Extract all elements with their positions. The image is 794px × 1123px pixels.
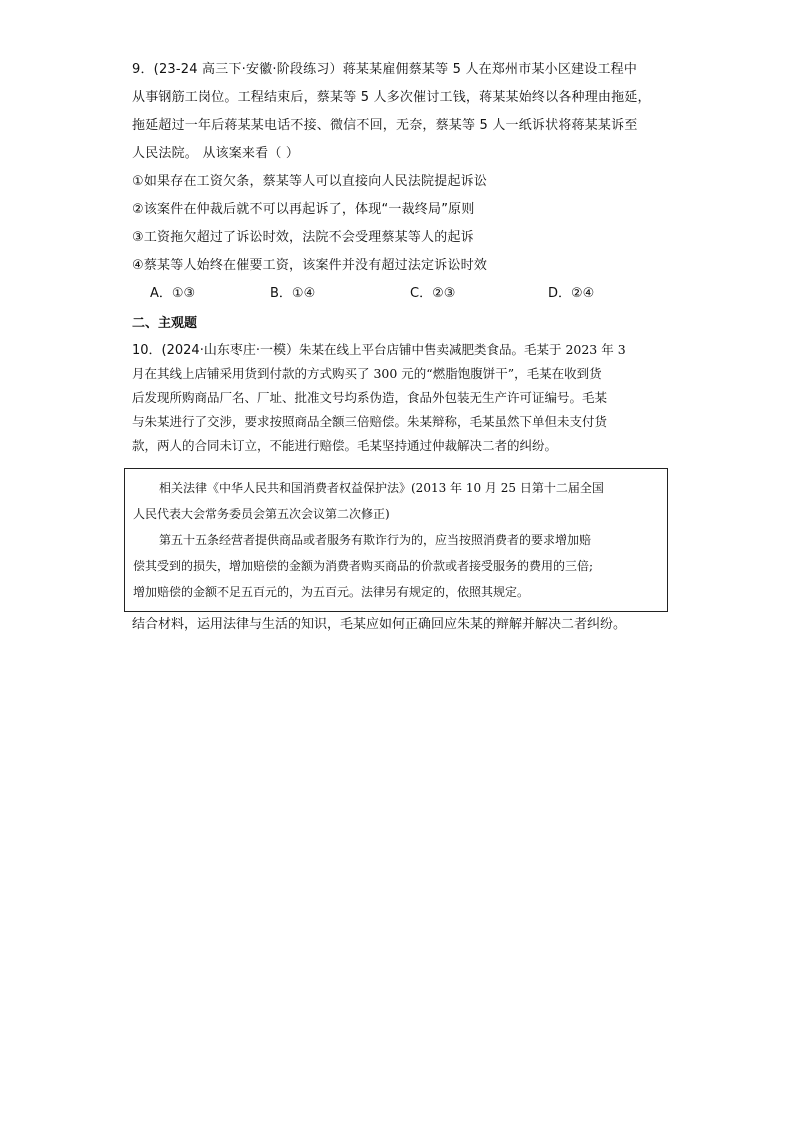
answer-options — [132, 280, 670, 308]
question-10-line-1-text: 朱某在线上平台店铺中售卖减肥类食品。毛某于 2023 年 3 — [298, 342, 626, 357]
law-line-3: 第五十五条经营者提供商品或者服务有欺诈行为的，应当按照消费者的要求增加赔 — [159, 533, 592, 547]
law-line-4: 偿其受到的损失，增加赔偿的金额为消费者购买商品的价款或者接受服务的费用的三倍; — [133, 559, 594, 573]
statement-4: ④蔡某等人始终在催要工资，该案件并没有超过法定诉讼时效 — [132, 258, 488, 273]
question-10-prompt: 结合材料，运用法律与生活的知识，毛某应如何正确回应朱某的辩解并解决二者纠纷。 — [132, 617, 627, 632]
statement-1: ①如果存在工资欠条，蔡某等人可以直接向人民法院提起诉讼 — [132, 174, 488, 189]
option-d: D．②④ — [548, 286, 595, 301]
question-10-line-2: 月在其线上店铺采用货到付款的方式购买了 300 元的“燃脂饱腹饼干”，毛某在收到货 — [132, 366, 602, 381]
question-10-line-4: 与朱某进行了交涉，要求按照商品全额三倍赔偿。朱某辩称，毛某虽然下单但未支付货 — [132, 414, 608, 429]
question-9-line-3: 拖延超过一年后蒋某某电话不接、微信不回，无奈，蔡某等 5 人一纸诉状将蒋某某诉至 — [132, 118, 638, 133]
statement-3: ③工资拖欠超过了诉讼时效，法院不会受理蔡某等人的起诉 — [132, 230, 474, 245]
law-line-1: 相关法律《中华人民共和国消费者权益保护法》(2013 年 10 月 25 日第十二届全国 — [159, 481, 604, 495]
option-b: B．①④ — [270, 286, 316, 301]
law-line-5: 增加赔偿的金额不足五百元的，为五百元。法律另有规定的，依照其规定。 — [133, 585, 530, 599]
option-c: C．②③ — [410, 286, 456, 301]
question-10 — [132, 338, 670, 638]
question-9 — [132, 56, 670, 308]
statement-2: ②该案件在仲裁后就不可以再起诉了，体现“一裁终局”原则 — [132, 202, 475, 217]
question-10-line-5: 款，两人的合同未订立，不能进行赔偿。毛某坚持通过仲裁解决二者的纠纷。 — [132, 438, 558, 453]
law-line-2: 人民代表大会常务委员会第五次会议第二次修正) — [133, 507, 390, 521]
question-10-source: 10．(2024·山东枣庄·一模） — [132, 343, 299, 358]
question-9-line-1: 9．(23-24 高三下·安徽·阶段练习）蒋某某雇佣蔡某等 5 人在郑州市某小区建设工程中 — [132, 62, 638, 77]
question-10-line-1 — [132, 338, 670, 362]
option-a: A．①③ — [150, 286, 196, 301]
question-9-line-4: 人民法院。 从该案来看（ ） — [132, 146, 300, 161]
law-excerpt-box — [124, 468, 668, 612]
document-content — [132, 56, 670, 638]
section-heading: 二、主观题 — [132, 316, 198, 331]
question-10-line-3: 后发现所购商品厂名、厂址、批准文号均系伪造，食品外包装无生产许可证编号。毛某 — [132, 390, 608, 405]
question-9-line-2: 从事钢筋工岗位。工程结束后，蔡某等 5 人多次催讨工钱，蒋某某始终以各种理由拖延， — [132, 90, 651, 105]
